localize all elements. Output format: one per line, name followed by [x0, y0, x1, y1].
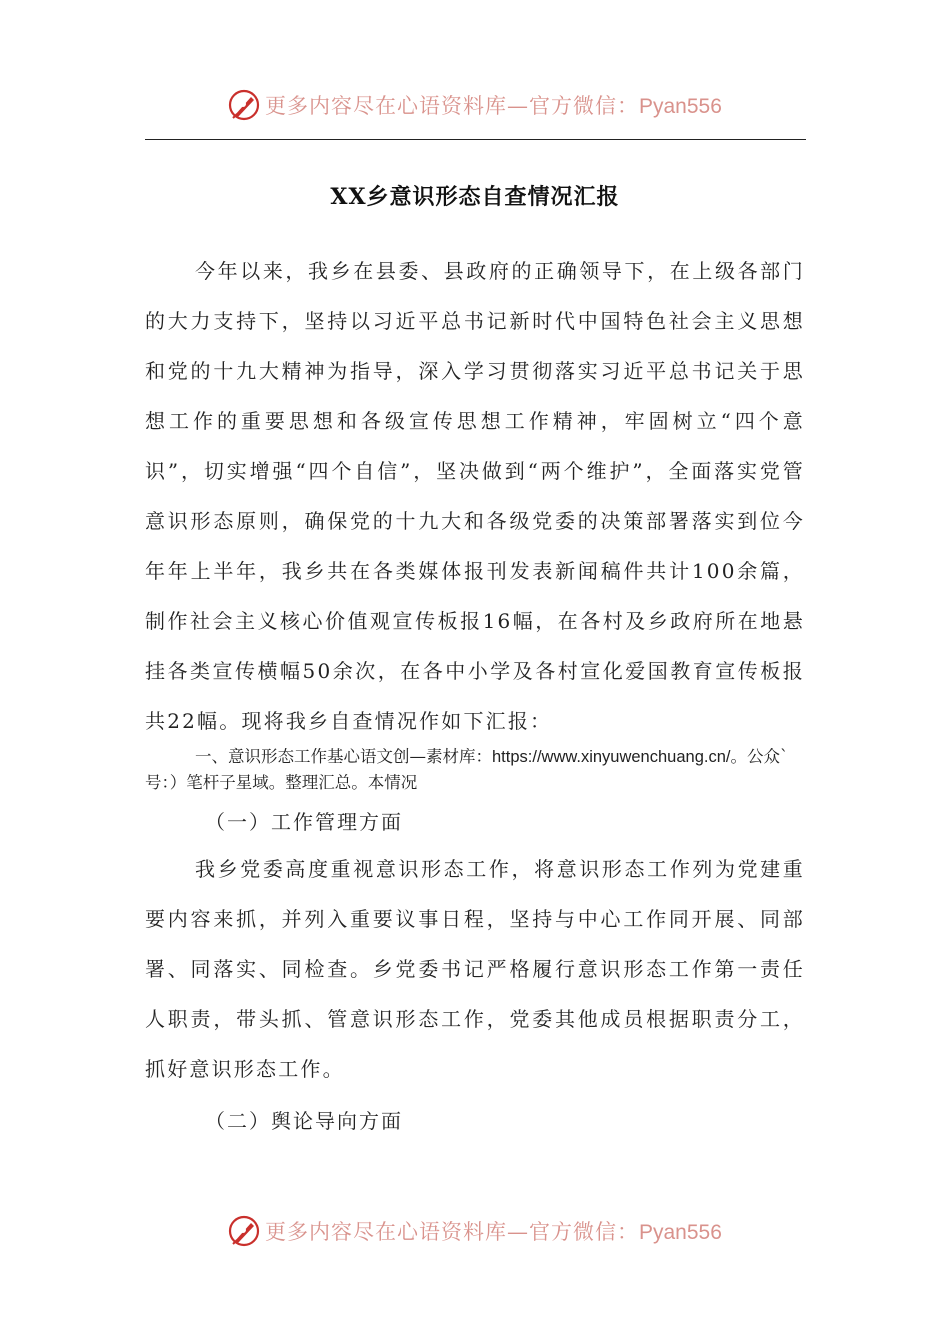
- footer-watermark: [0, 1210, 950, 1250]
- work-management-paragraph: 我乡党委高度重视意识形态工作，将意识形态工作列为党建重要内容来抓，并列入重要议事日程，坚持与中心工作同开展、同部署、同落实、同检查。乡党委书记严格履行意识形态工作第一责任人职责，带头抓、管意识形态工作，党委其他成员根据职责分工，抓好意识形态工作。: [145, 857, 805, 1081]
- document-title: XX乡意识形态自查情况汇报: [330, 184, 620, 210]
- subheading-work-management: （一）工作管理方面: [205, 810, 403, 834]
- watermark-text: 更多内容尽在心语资料库—官方微信：Pyan556: [265, 1220, 722, 1244]
- intro-paragraph: 今年以来，我乡在县委、县政府的正确领导下，在上级各部门的大力支持下，坚持以习近平总书记新时代中国特色社会主义思想和党的十九大精神为指导，深入学习贯彻落实习近平总书记关于思想工作的重要思想和各级宣传思想工作精神，牢固树立“四个意识”，切实增强“四个自信”，坚决做到“两个维护”，全面落实党管意识形态原则，确保党的十九大和各级党委的决策部署落实到位今年年上半年，我乡共在各类媒体报刊发表新闻稿件共计100余篇，制作社会主义核心价值观宣传板报16幅，在各村及乡政府所在地悬挂各类宣传横幅50余次，在各中小学及各村宣化爱国教育宣传板报共22幅。现将我乡自查情况作如下汇报：: [145, 259, 805, 733]
- header-divider: [145, 139, 806, 140]
- section-1-heading: 一、意识形态工作基心语文创—素材库：https://www.xinyuwenchuang.cn/。公众`号：）笔杆子星域。整理汇总。本情况: [145, 747, 789, 792]
- source-url: https://www.xinyuwenchuang.cn/: [492, 748, 731, 766]
- header-watermark: [0, 84, 950, 124]
- quill-logo-icon: [227, 1214, 261, 1248]
- quill-logo-icon: [227, 88, 261, 122]
- subheading-public-opinion: （二）舆论导向方面: [205, 1109, 403, 1133]
- watermark-text: 更多内容尽在心语资料库—官方微信：Pyan556: [265, 94, 722, 118]
